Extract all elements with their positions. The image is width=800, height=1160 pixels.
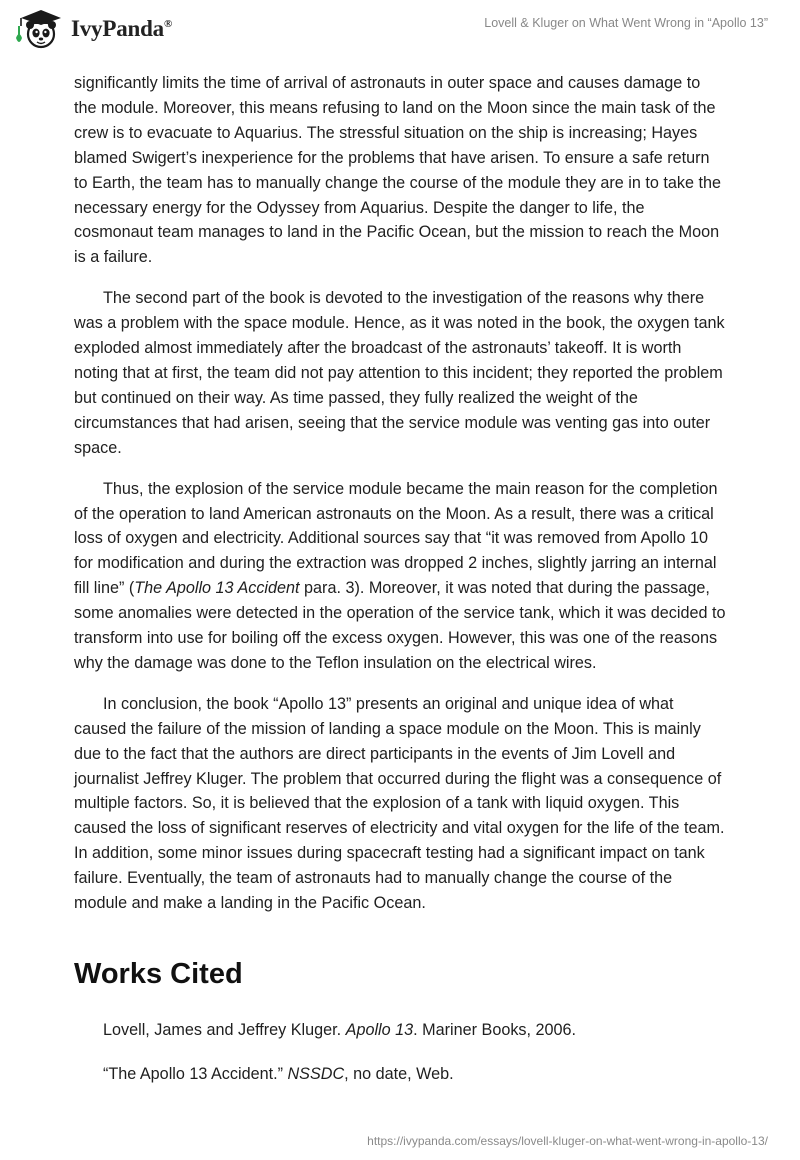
- brand-text: IvyPanda: [71, 16, 164, 41]
- source-title-italic: The Apollo 13 Accident: [134, 579, 300, 598]
- paragraph-text: para. 3). Moreover, it was noted that during the passage, some anomalies were detected in the operation of the service tank, which it was decided to transform into use for boiling off the excess oxygen. However, this was one of the reasons why the damage was done to the Teflon insulation on the electrical wires.: [74, 579, 726, 672]
- citation-italic: Apollo 13: [345, 1021, 414, 1039]
- page-header: [0, 0, 800, 70]
- paragraph-continuation: significantly limits the time of arrival of astronauts in outer space and causes damage to the module. Moreover, this means refusing to land on the Moon since the main task of the crew is to evacuate to Aquarius. The stressful situation on the ship is increasing; Hayes blamed Swigert’s inexperience for the problems that have arisen. To ensure a safe return to Earth, the team has to manually change the course of the module they are in to take the necessary energy for the Odyssey from Aquarius. Despite the danger to life, the cosmonaut team manages to land in the Pacific Ocean, but the mission to reach the Moon is a failure.: [74, 74, 721, 267]
- document-title: Lovell & Kluger on What Went Wrong in “Apollo 13”: [484, 16, 768, 30]
- citation-text: , no date, Web.: [344, 1065, 454, 1083]
- citation-entry: [103, 1021, 576, 1040]
- registered-mark: ®: [163, 18, 173, 30]
- panda-graduation-cap-icon: [15, 8, 65, 50]
- citation-text: . Mariner Books, 2006.: [413, 1021, 577, 1039]
- works-cited-heading: Works Cited: [74, 958, 243, 990]
- paragraph-text: Thus, the explosion of the service module became the main reason for the completion of the operation to land American astronauts on the Moon. As a result, there was a critical loss of oxygen and electricity. Additional sources say that “it was removed from Apollo 10 for modification and during the extraction was dropped 2 inches, slightly jarring an internal fill line” (: [74, 479, 718, 598]
- paragraph-explosion: [74, 477, 726, 676]
- citation-text: Lovell, James and Jeffrey Kluger.: [103, 1021, 346, 1039]
- ivypanda-logo[interactable]: [15, 8, 172, 50]
- essay-body: [74, 71, 726, 932]
- paragraph-conclusion: In conclusion, the book “Apollo 13” presents an original and unique idea of what caused the failure of the mission of landing a space module on the Moon. This is mainly due to the fact that the authors are direct participants in the events of Jim Lovell and journalist Jeffrey Kluger. The problem that occurred during the flight was a consequence of multiple factors. So, it is believed that the explosion of a tank with liquid oxygen. This caused the loss of significant reserves of electricity and vital oxygen for the life of the team. In addition, some minor issues during spacecraft testing had a significant impact on tank failure. Eventually, the team of astronauts had to manually change the course of the module and make a landing in the Pacific Ocean.: [74, 694, 725, 913]
- citation-text: “The Apollo 13 Accident.”: [103, 1065, 288, 1083]
- paragraph-investigation: The second part of the book is devoted to the investigation of the reasons why there was a problem with the space module. Hence, as it was noted in the book, the oxygen tank exploded almost immediately after the broadcast of the astronauts’ takeoff. It is worth noting that at first, the team did not pay attention to this incident; they reported the problem but continued on their way. As time passed, they fully realized the weight of the circumstances that had arisen, seeing that the service module was venting gas into outer space.: [74, 289, 725, 457]
- brand-name: [71, 16, 172, 42]
- citation-italic: NSSDC: [287, 1065, 345, 1083]
- footer-url-link[interactable]: https://ivypanda.com/essays/lovell-kluger-on-what-went-wrong-in-apollo-13/: [367, 1134, 768, 1148]
- citation-entry: [103, 1065, 454, 1084]
